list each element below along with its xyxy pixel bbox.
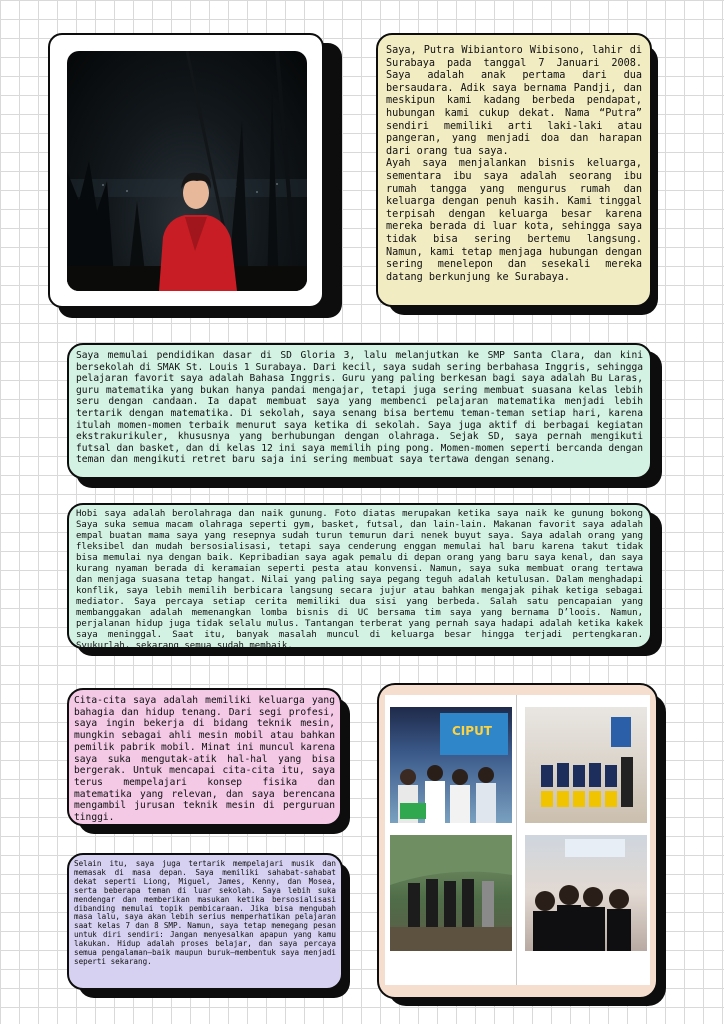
extra-card <box>67 853 343 990</box>
event-banner-text: CIPUT <box>452 724 492 738</box>
portrait-card <box>48 33 324 308</box>
intro-card <box>376 33 652 307</box>
gallery-photo-friends <box>525 835 647 951</box>
portrait-photo <box>67 51 307 291</box>
gallery-photo-team <box>525 707 647 823</box>
goals-card <box>67 688 342 826</box>
intro-paragraph-1: Saya, Putra Wibiantoro Wibisono, lahir di Surabaya pada tanggal 7 Januari 2008. Saya adalah anak pertama dari dua bersaudara. Adik saya bernama Pandji, dan meskipun kami kadang berbeda pendapat, hubungan kami cukup dekat. Nama “Putra” sendiri memiliki arti laki-laki atau pangeran, yang menjadi doa dan harapan dari orang tua saya. <box>386 45 642 157</box>
goals-paragraph: Cita-cita saya adalah memiliki keluarga yang bahagia dan hidup tenang. Dari segi profesi, saya ingin bekerja di bidang teknik mesin, mungkin sebagai ahli mesin mobil atau bahkan pemilik pabrik mobil. Minat ini muncul karena saya suka mengutak-atik hal-hal yang bisa bergerak. Untuk mencapai cita-cita itu, saya terus mempelajari konsep fisika dan matematika yang relevan, dan saya berencana mengambil jurusan teknik mesin di perguruan tinggi. <box>74 695 335 824</box>
extra-paragraph: Selain itu, saya juga tertarik mempelajari musik dan memasak di masa depan. Saya memiliki sahabat-sahabat dekat seperti Liong, Miguel, James, Kenny, dan Mosea, serta beberapa teman di luar sekolah. Saya lebih suka mendengar dan memberikan masukan ketika bersosialisasi dibanding memulai topik pembicaraan. Jika bisa mengubah masa lalu, saya akan lebih serius memperhatikan pelajaran saat kelas 7 dan 8 SMP. Namun, saya tetap memegang pesan untuk diri sendiri: Jangan menyesalkan apapun yang kamu lakukan. Hidup adalah proses belajar, dan saya percaya semua pengalaman—baik maupun buruk—membentuk saya menjadi seperti sekarang. <box>74 859 336 966</box>
portrait-illustration <box>67 51 307 291</box>
education-paragraph: Saya memulai pendidikan dasar di SD Gloria 3, lalu melanjutkan ke SMP Santa Clara, dan kini bersekolah di SMAK St. Louis 1 Surabaya. Dari kecil, saya sudah sering berbahasa Inggris, sehingga pelajaran favorit saya adalah Bahasa Inggris. Guru yang paling berkesan bagi saya adalah Bu Laras, guru matematika yang bukan hanya pandai mengajar, tetapi juga sering membuat suasana kelas lebih seru dengan candaan. Ia dapat membuat saya yang membenci pelajaran matematika menjadi lebih tertarik dengan matematika. Di sekolah, saya senang bisa bertemu teman-teman setiap hari, karena itulah momen-momen terbaik menurut saya ketika di sekolah. Saya juga aktif di berbagai kegiatan ekstrakurikuler, khususnya yang berhubungan dengan olahraga. Sejak SD, saya pernah mengikuti futsal dan basket, dan di kelas 12 ini saya memilih ping pong. Momen-momen seperti bercanda dengan teman dan mengikuti retret baru saja ini sering membuat saya tertawa dengan senang. <box>76 350 643 466</box>
hobby-card <box>67 503 652 649</box>
gallery-photo-event-group <box>390 707 512 823</box>
hobby-paragraph: Hobi saya adalah berolahraga dan naik gunung. Foto diatas merupakan ketika saya naik ke gunung bokong Saya suka semua macam olahraga seperti gym, basket, futsal, dan lain-lain. Makanan favorit saya adalah empal buatan mama saya yang resepnya sudah turun temurun dari nenek buyut saya. Saya adalah orang yang fleksibel dan mudah bersosialisasi, tetapi saya cenderung enggan memulai hal baru karena takut tidak bisa memulai nya dengan baik. Kepribadian saya agak pemalu di depan orang yang baru saya kenal, dan saya kurang nyaman berada di keramaian seperti pesta atau konvensi. Namun, saya suka membuat orang tertawa dan menjaga suasana tetap hangat. Nilai yang paling saya pegang teguh adalah ketulusan. Dalam menghadapi konflik, saya lebih memilih berbicara langsung secara jujur atau bahkan mengajak pihak ketiga sebagai mediator. Saya percaya setiap cerita memiliki dua sisi yang berbeda. Salah satu pencapaian yang membanggakan adalah memenangkan lomba bisnis di UC bersama tim saya yang bernama D’loois. Namun, perjalanan hidup juga tidak selalu mulus. Tantangan terberat yang pernah saya hadapi adalah ketika kakek saya meninggal. Saat itu, banyak masalah muncul di keluarga besar hingga terjadi pertengkaran. Syukurlah, sekarang semua sudah membaik. <box>76 509 643 651</box>
gallery-divider <box>516 695 517 985</box>
intro-paragraph-2: Ayah saya menjalankan bisnis keluarga, sementara ibu saya adalah seorang ibu rumah tangga yang mengurus rumah dan keluarga dengan penuh kasih. Kami tinggal terpisah dengan keluarga besar karena mereka berada di luar kota, sehingga saya tidak bisa sering bertemu langsung. Namun, kami tetap menjaga hubungan dengan sering menelepon dan sesekali mereka datang berkunjung ke Surabaya. <box>386 158 642 283</box>
education-card <box>67 343 652 479</box>
photo-gallery-frame <box>385 695 650 985</box>
friends-illustration <box>525 835 647 951</box>
team-illustration <box>525 707 647 823</box>
gallery-photo-hiking <box>390 835 512 951</box>
event-group-illustration <box>390 707 512 823</box>
hiking-illustration <box>390 835 512 951</box>
photo-gallery-card <box>377 683 658 999</box>
